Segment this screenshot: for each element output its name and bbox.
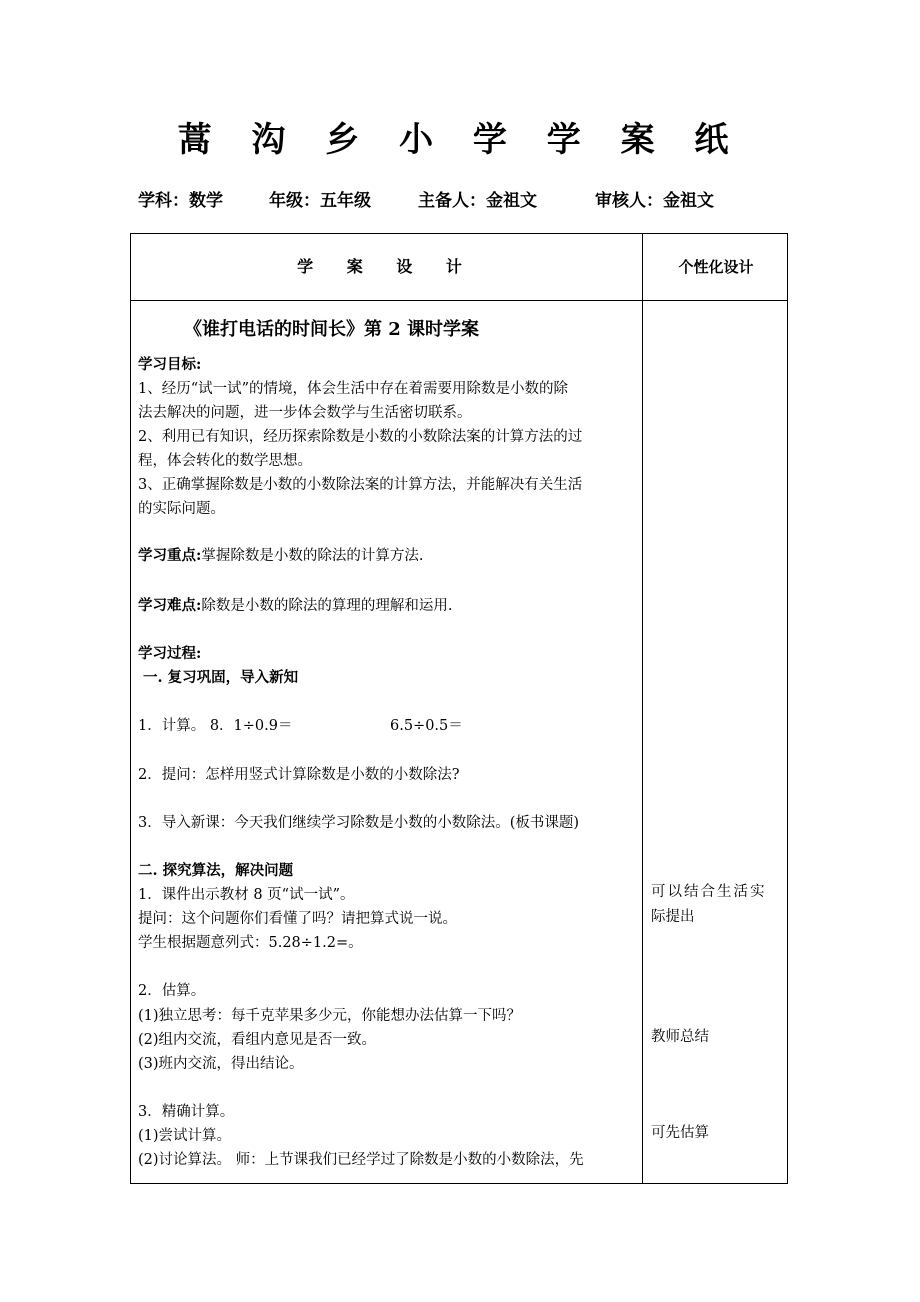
lesson-title: 《谁打电话的时间长》第 2 课时学案 <box>184 319 480 340</box>
difficulty-label: 学习难点: <box>138 597 202 614</box>
meta-reviewer: 审核人：金祖文 <box>595 191 714 211</box>
goal-3b: 的实际问题。 <box>138 501 225 517</box>
difficulty-text: 除数是小数的除法的算理的理解和运用. <box>201 598 453 614</box>
meta-preparer: 主备人：金祖文 <box>418 191 537 211</box>
s2-precise-2: (2)讨论算法。 师：上节课我们已经学过了除数是小数的小数除法，先 <box>138 1152 584 1168</box>
s2-item-3: 学生根据题意列式：5.28÷1.2=。 <box>138 935 363 951</box>
question-3: 3．导入新课：今天我们继续学习除数是小数的小数除法。(板书课题) <box>138 815 580 831</box>
s2-estimate-1: (1)独立思考：每千克苹果多少元，你能想办法估算一下吗？ <box>138 1008 522 1024</box>
goal-1a: 1、经历“试一试”的情境，体会生活中存在着需要用除数是小数的除 <box>138 381 569 397</box>
s2-estimate-2: (2)组内交流，看组内意见是否一致。 <box>138 1032 377 1048</box>
key-text: 掌握除数是小数的除法的计算方法. <box>201 548 424 564</box>
page-title: 蒿 沟 乡 小 学 学 案 纸 <box>177 120 743 160</box>
goal-2a: 2、利用已有知识，经历探索除数是小数的小数除法案的计算方法的过 <box>138 429 583 445</box>
header-design: 学 案 设 计 <box>297 257 476 276</box>
header-personal: 个性化设计 <box>678 258 754 276</box>
header-divider <box>131 300 787 301</box>
section-2-heading: 二. 探究算法，解决问题 <box>138 862 294 879</box>
side-note-1a: 可以结合生活实 <box>651 884 767 900</box>
s2-item-1: 1．课件出示教材 8 页“试一试”。 <box>138 887 355 903</box>
key-point <box>138 544 423 565</box>
difficulty-point <box>138 594 452 615</box>
side-note-1b: 际提出 <box>651 909 695 925</box>
goal-1b: 法去解决的问题，进一步体会数学与生活密切联系。 <box>138 405 472 421</box>
goal-2b: 程，体会转化的数学思想。 <box>138 453 312 469</box>
goals-label: 学习目标: <box>138 356 202 373</box>
s2-precise: 3．精确计算。 <box>138 1104 235 1120</box>
s2-item-2: 提问：这个问题你们看懂了吗？请把算式说一说。 <box>138 911 457 927</box>
side-note-1 <box>651 880 786 930</box>
section-1-heading: 一. 复习巩固，导入新知 <box>138 669 299 686</box>
s2-precise-1: (1)尝试计算。 <box>138 1128 232 1144</box>
side-note-2: 教师总结 <box>651 1029 709 1045</box>
question-2: 2．提问：怎样用竖式计算除数是小数的小数除法? <box>138 767 460 783</box>
calc-2: 6.5÷0.5＝ <box>390 718 463 734</box>
s2-estimate-3: (3)班内交流，得出结论。 <box>138 1056 304 1072</box>
process-label: 学习过程: <box>138 645 202 662</box>
calc-1: 1．计算。 8．1÷0.9＝ <box>138 718 293 734</box>
meta-grade: 年级：五年级 <box>269 191 371 211</box>
key-label: 学习重点: <box>138 547 202 564</box>
lesson-table <box>130 233 788 1184</box>
meta-subject: 学科：数学 <box>138 191 223 211</box>
column-divider <box>642 234 643 1183</box>
s2-estimate: 2．估算。 <box>138 983 206 999</box>
side-note-3: 可先估算 <box>651 1125 709 1141</box>
goal-3a: 3、正确掌握除数是小数的小数除法案的计算方法，并能解决有关生活 <box>138 477 583 493</box>
